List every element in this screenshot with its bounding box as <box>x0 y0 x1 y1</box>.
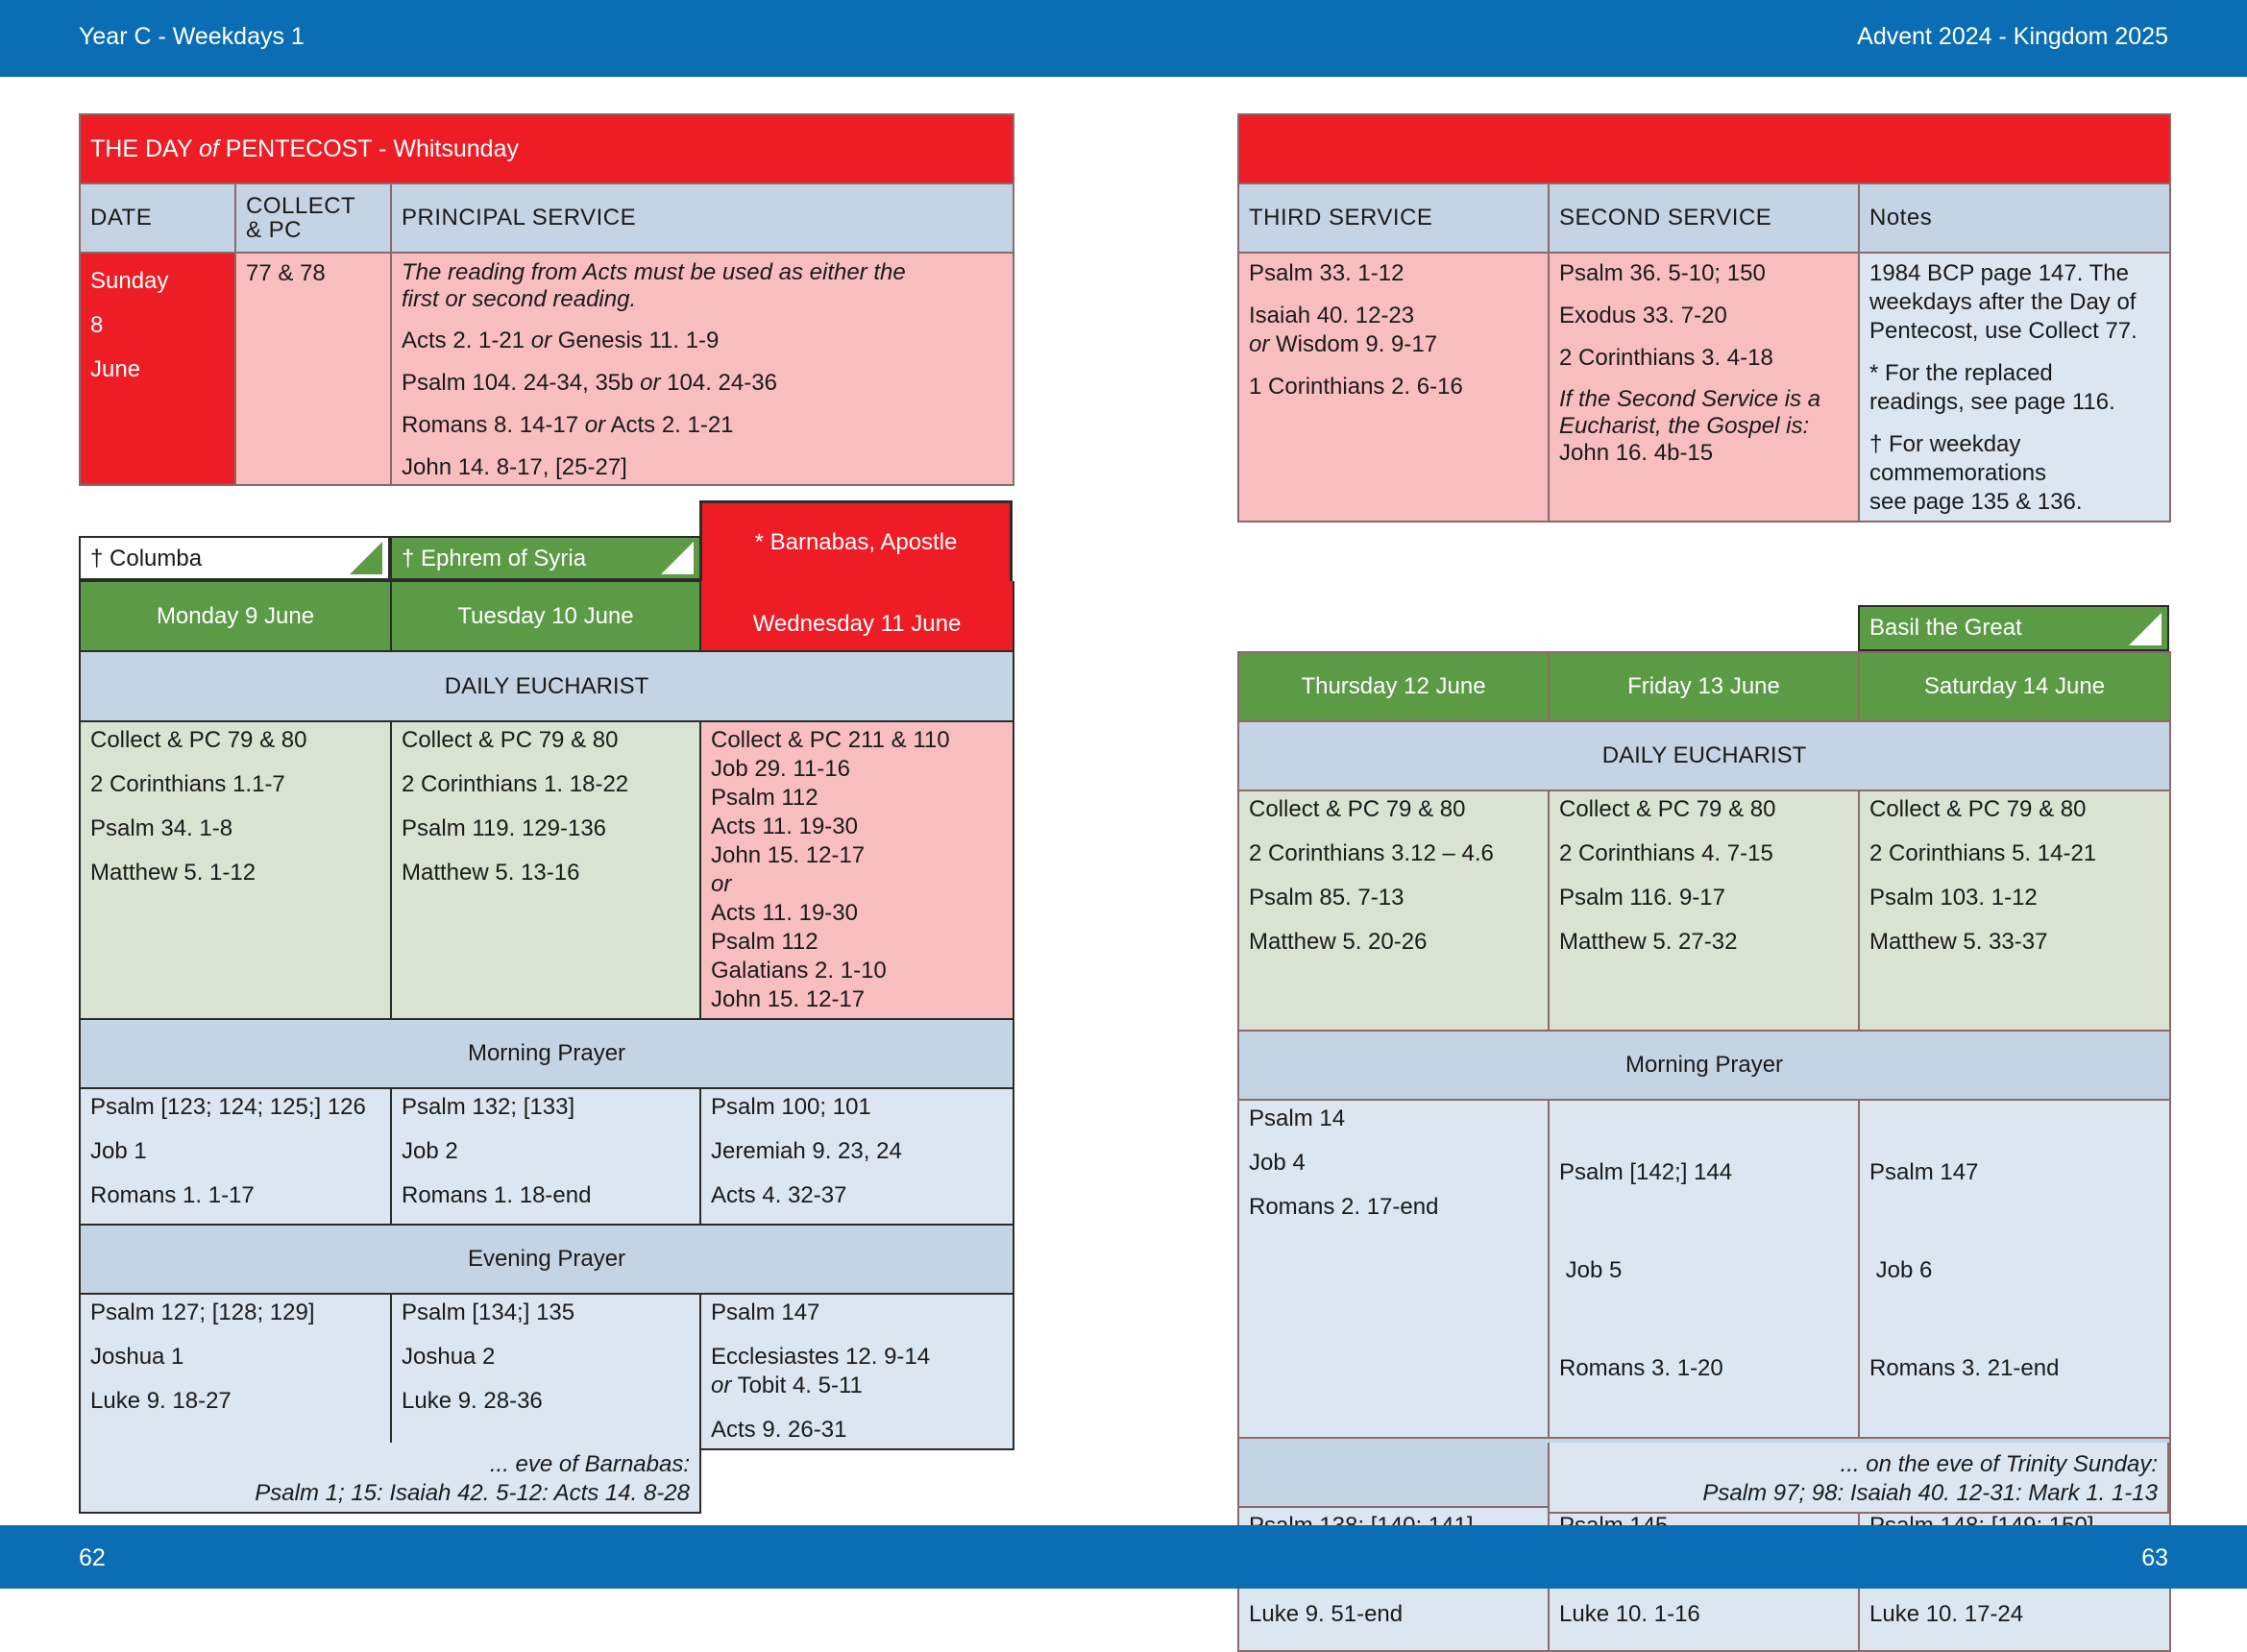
col-date-header: DATE <box>80 183 235 253</box>
col-third-service-header: THIRD SERVICE <box>1238 183 1549 253</box>
friday-eucharist: Collect & PC 79 & 80 2 Corinthians 4. 7-15 Psalm 116. 9-17 Matthew 5. 27-32 <box>1549 790 1859 1031</box>
pentecost-principal-cell: The reading from Acts must be used as either the first or second reading. Acts 2. 1-21 or Genesis 11. 1-9 Psalm 104. 24-34, 35b or 104. 24-36 Romans 8. 14-17 or Acts 2. 1-21 John 14. 8-17, [25-27] <box>391 253 1014 485</box>
right-page-number: 63 <box>2141 1544 2168 1571</box>
wednesday-evening-prayer: Psalm 147 Ecclesiastes 12. 9-14 or Tobit 4. 5-11 Acts 9. 26-31 <box>700 1294 1014 1449</box>
tuesday-evening-prayer: Psalm [134;] 135 Joshua 2 Luke 9. 28-36 <box>391 1294 700 1449</box>
header-left-title: Year C - Weekdays 1 <box>79 23 305 50</box>
pentecost-services-table <box>1237 113 2171 522</box>
ephrem-corner-icon <box>661 542 694 574</box>
second-service-cell: Psalm 36. 5-10; 150 Exodus 33. 7-20 2 Corinthians 3. 4-18 If the Second Service is a Eucharist, the Gospel is: John 16. 4b-15 <box>1549 253 1859 522</box>
day-tuesday: Tuesday 10 June <box>391 581 700 651</box>
tag-ephrem: † Ephrem of Syria <box>390 536 701 580</box>
pentecost-date-cell: Sunday 8 June <box>80 253 235 485</box>
saturday-evening-prayer: Luke 10. 17-24 <box>1859 1507 2170 1651</box>
header-band <box>0 0 2247 77</box>
thursday-evening-prayer: Luke 9. 51-end <box>1238 1507 1549 1651</box>
day-thursday: Thursday 12 June <box>1238 652 1549 721</box>
notes-cell: 1984 BCP page 147. The weekdays after the Day of Pentecost, use Collect 77. * For the replaced readings, see page 116. † For weekday commemorations see page 135 & 136. <box>1859 253 2170 522</box>
pentecost-title: THE DAY of PENTECOST - Whitsunday <box>80 114 1014 183</box>
day-wednesday: Wednesday 11 June <box>700 581 1014 651</box>
monday-evening-prayer: Psalm 127; [128; 129] Joshua 1 Luke 9. 18-27 <box>80 1294 391 1449</box>
morning-prayer-heading: Morning Prayer <box>80 1019 1014 1088</box>
thursday-eucharist: Collect & PC 79 & 80 2 Corinthians 3.12 – 4.6 Psalm 85. 7-13 Matthew 5. 20-26 <box>1238 790 1549 1031</box>
col-notes-header: Notes <box>1859 183 2170 253</box>
daily-eucharist-heading-right: DAILY EUCHARIST <box>1238 721 2170 790</box>
left-week-table <box>79 580 1014 1450</box>
wednesday-morning-prayer: Psalm 100; 101 Jeremiah 9. 23, 24 Acts 4. 32-37 <box>700 1088 1014 1225</box>
col-collect-header: COLLECT & PC <box>235 183 391 253</box>
tag-basil: Basil the Great <box>1858 605 2169 651</box>
friday-evening-prayer: Luke 10. 1-16 <box>1549 1507 1859 1651</box>
pentecost-collect-cell: 77 & 78 <box>235 253 391 485</box>
evening-prayer-heading: Evening Prayer <box>80 1225 1014 1294</box>
third-service-cell: Psalm 33. 1-12 Isaiah 40. 12-23 or Wisdom 9. 9-17 1 Corinthians 2. 6-16 <box>1238 253 1549 522</box>
thursday-morning-prayer: Psalm 14 Job 4 Romans 2. 17-end <box>1238 1100 1549 1438</box>
wednesday-eucharist: Collect & PC 211 & 110 Job 29. 11-16 Psalm 112 Acts 11. 19-30 John 15. 12-17 or Acts 11. 19-30 Psalm 112 Galatians 2. 1-10 John 15. 12-17 <box>700 721 1014 1019</box>
saturday-eucharist: Collect & PC 79 & 80 2 Corinthians 5. 14-21 Psalm 103. 1-12 Matthew 5. 33-37 <box>1859 790 2170 1031</box>
eve-of-trinity-note: ... on the eve of Trinity Sunday: Psalm 97; 98: Isaiah 40. 12-31: Mark 1. 1-13 <box>1548 1443 2169 1514</box>
tag-columba: † Columba <box>79 536 390 580</box>
pentecost-principal-table <box>79 113 1014 486</box>
header-right-title: Advent 2024 - Kingdom 2025 <box>1857 23 2168 50</box>
tag-barnabas: * Barnabas, Apostle <box>699 500 1013 650</box>
col-second-service-header: SECOND SERVICE <box>1549 183 1859 253</box>
pentecost-right-red-bar <box>1238 114 2170 183</box>
footer-band <box>0 1525 2247 1589</box>
saturday-morning-prayer: Psalm 147 Job 6 Romans 3. 21-end <box>1859 1100 2170 1438</box>
morning-prayer-heading-right: Morning Prayer <box>1238 1031 2170 1100</box>
columba-corner-icon <box>350 542 382 574</box>
day-friday: Friday 13 June <box>1549 652 1859 721</box>
tuesday-eucharist: Collect & PC 79 & 80 2 Corinthians 1. 18-22 Psalm 119. 129-136 Matthew 5. 13-16 <box>391 721 700 1019</box>
eve-of-barnabas-note: ... eve of Barnabas: Psalm 1; 15: Isaiah 42. 5-12: Acts 14. 8-28 <box>79 1443 701 1514</box>
col-principal-header: PRINCIPAL SERVICE <box>391 183 1014 253</box>
day-saturday: Saturday 14 June <box>1859 652 2170 721</box>
left-page-number: 62 <box>79 1544 106 1571</box>
daily-eucharist-heading: DAILY EUCHARIST <box>80 651 1014 721</box>
tuesday-morning-prayer: Psalm 132; [133] Job 2 Romans 1. 18-end <box>391 1088 700 1225</box>
monday-morning-prayer: Psalm [123; 124; 125;] 126 Job 1 Romans 1. 1-17 <box>80 1088 391 1225</box>
monday-eucharist: Collect & PC 79 & 80 2 Corinthians 1.1-7 Psalm 34. 1-8 Matthew 5. 1-12 <box>80 721 391 1019</box>
basil-corner-icon <box>2129 613 2162 645</box>
day-monday: Monday 9 June <box>80 581 391 651</box>
friday-morning-prayer: Psalm [142;] 144 Job 5 Romans 3. 1-20 <box>1549 1100 1859 1438</box>
